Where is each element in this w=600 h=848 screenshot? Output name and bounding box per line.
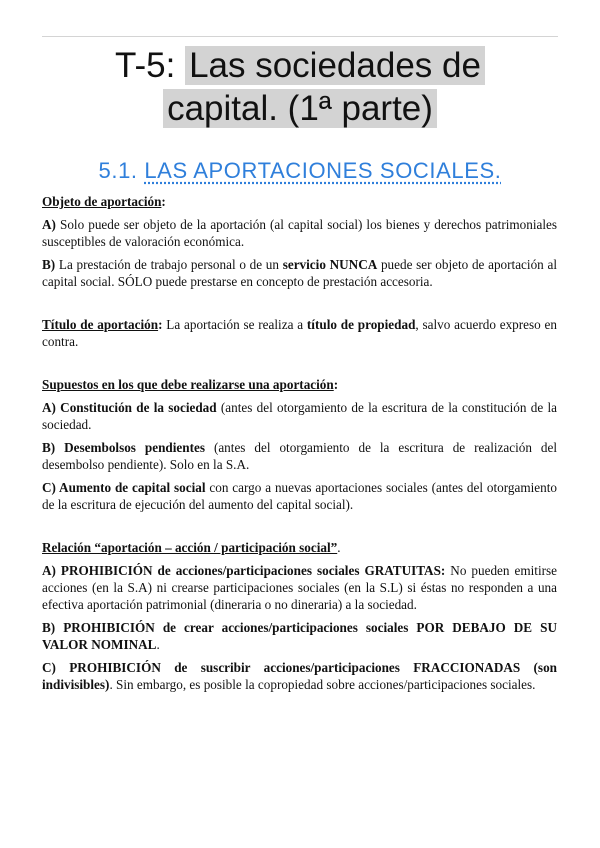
- objeto-colon: :: [161, 194, 166, 209]
- objeto-item-b: [42, 256, 557, 290]
- objeto-a-letter: A): [42, 217, 56, 232]
- supuestos-b-text: (antes del otorgamiento de la escritura de realización del desembolso pendiente). Solo en la S.A.: [42, 440, 557, 472]
- titulo-bold: título de propiedad: [306, 317, 416, 332]
- objeto-a-text: Solo puede ser objeto de la aportación (al capital social) los bienes y derechos patrimoniales susceptibles de valoración económica.: [42, 217, 557, 249]
- objeto-b-letter: B): [42, 257, 56, 272]
- title-prefix: T-5:: [115, 46, 186, 85]
- title-line-2: [0, 87, 600, 130]
- supuestos-heading-text: Supuestos en los que debe realizarse una aportación: [42, 377, 334, 392]
- supuestos-a-text: (antes del otorgamiento de la escritura de la constitución de la sociedad.: [42, 400, 557, 432]
- relacion-item-a: [42, 562, 557, 613]
- subtitle-number: 5.1.: [98, 158, 138, 183]
- objeto-heading: [42, 193, 557, 210]
- objeto-b-bold: servicio NUNCA: [282, 257, 378, 272]
- relacion-b-bold: B) PROHIBICIÓN de crear acciones/participaciones sociales POR DEBAJO DE SU VALOR NOMINAL: [42, 620, 557, 652]
- supuestos-item-c: [42, 479, 557, 513]
- relacion-a-text: No pueden emitirse acciones (en la S.A) ni crearse participaciones sociales (en la S.L) si éstas no responden a una efectiva aportación patrimonial (dineraria o no dineraria) a la sociedad.: [42, 563, 557, 612]
- supuestos-b-bold: B) Desembolsos pendientes: [42, 440, 205, 455]
- title-highlight-2: capital. (1ª parte): [163, 89, 437, 128]
- supuestos-c-bold: C) Aumento de capital social: [42, 480, 206, 495]
- relacion-period: .: [337, 540, 341, 555]
- document-body: [42, 193, 557, 699]
- objeto-item-a: [42, 216, 557, 250]
- page-title: [0, 44, 600, 130]
- supuestos-a-bold: A) Constitución de la sociedad: [42, 400, 217, 415]
- relacion-heading-text: Relación “aportación – acción / participación social”: [42, 540, 338, 555]
- relacion-heading: [42, 539, 557, 556]
- subtitle-text: LAS APORTACIONES SOCIALES.: [144, 158, 502, 183]
- relacion-a-bold: A) PROHIBICIÓN de acciones/participaciones sociales GRATUITAS:: [42, 563, 446, 578]
- relacion-c-text: . Sin embargo, es posible la copropiedad sobre acciones/participaciones sociales.: [109, 677, 536, 692]
- title-highlight-1: Las sociedades de: [185, 46, 485, 85]
- supuestos-colon: :: [333, 377, 339, 392]
- supuestos-heading: [42, 376, 557, 393]
- relacion-b-text: .: [156, 637, 160, 652]
- titulo-heading: Título de aportación: [42, 317, 159, 332]
- titulo-paragraph: [42, 316, 557, 350]
- relacion-c-bold: C) PROHIBICIÓN de suscribir acciones/participaciones FRACCIONADAS (son indivisibles): [42, 660, 557, 692]
- relacion-item-c: [42, 659, 557, 693]
- titulo-colon: :: [158, 317, 163, 332]
- supuestos-item-b: [42, 439, 557, 473]
- title-line-1: [0, 44, 600, 87]
- supuestos-c-text: con cargo a nuevas aportaciones sociales (antes del otorgamiento de la escritura de ejecución del aumento del capital social).: [42, 480, 557, 512]
- titulo-text-1: La aportación se realiza a: [162, 317, 307, 332]
- objeto-heading-text: Objeto de aportación: [42, 194, 162, 209]
- header-rule: [42, 36, 558, 37]
- section-subtitle: [0, 156, 600, 186]
- titulo-text-2: , salvo acuerdo expreso en contra.: [42, 317, 558, 349]
- objeto-b-text-1: La prestación de trabajo personal o de un: [55, 257, 283, 272]
- supuestos-item-a: [42, 399, 557, 433]
- objeto-b-text-2: puede ser objeto de aportación al capital social. SÓLO puede prestarse en concepto de prestación accesoria.: [42, 257, 557, 289]
- relacion-item-b: [42, 619, 557, 653]
